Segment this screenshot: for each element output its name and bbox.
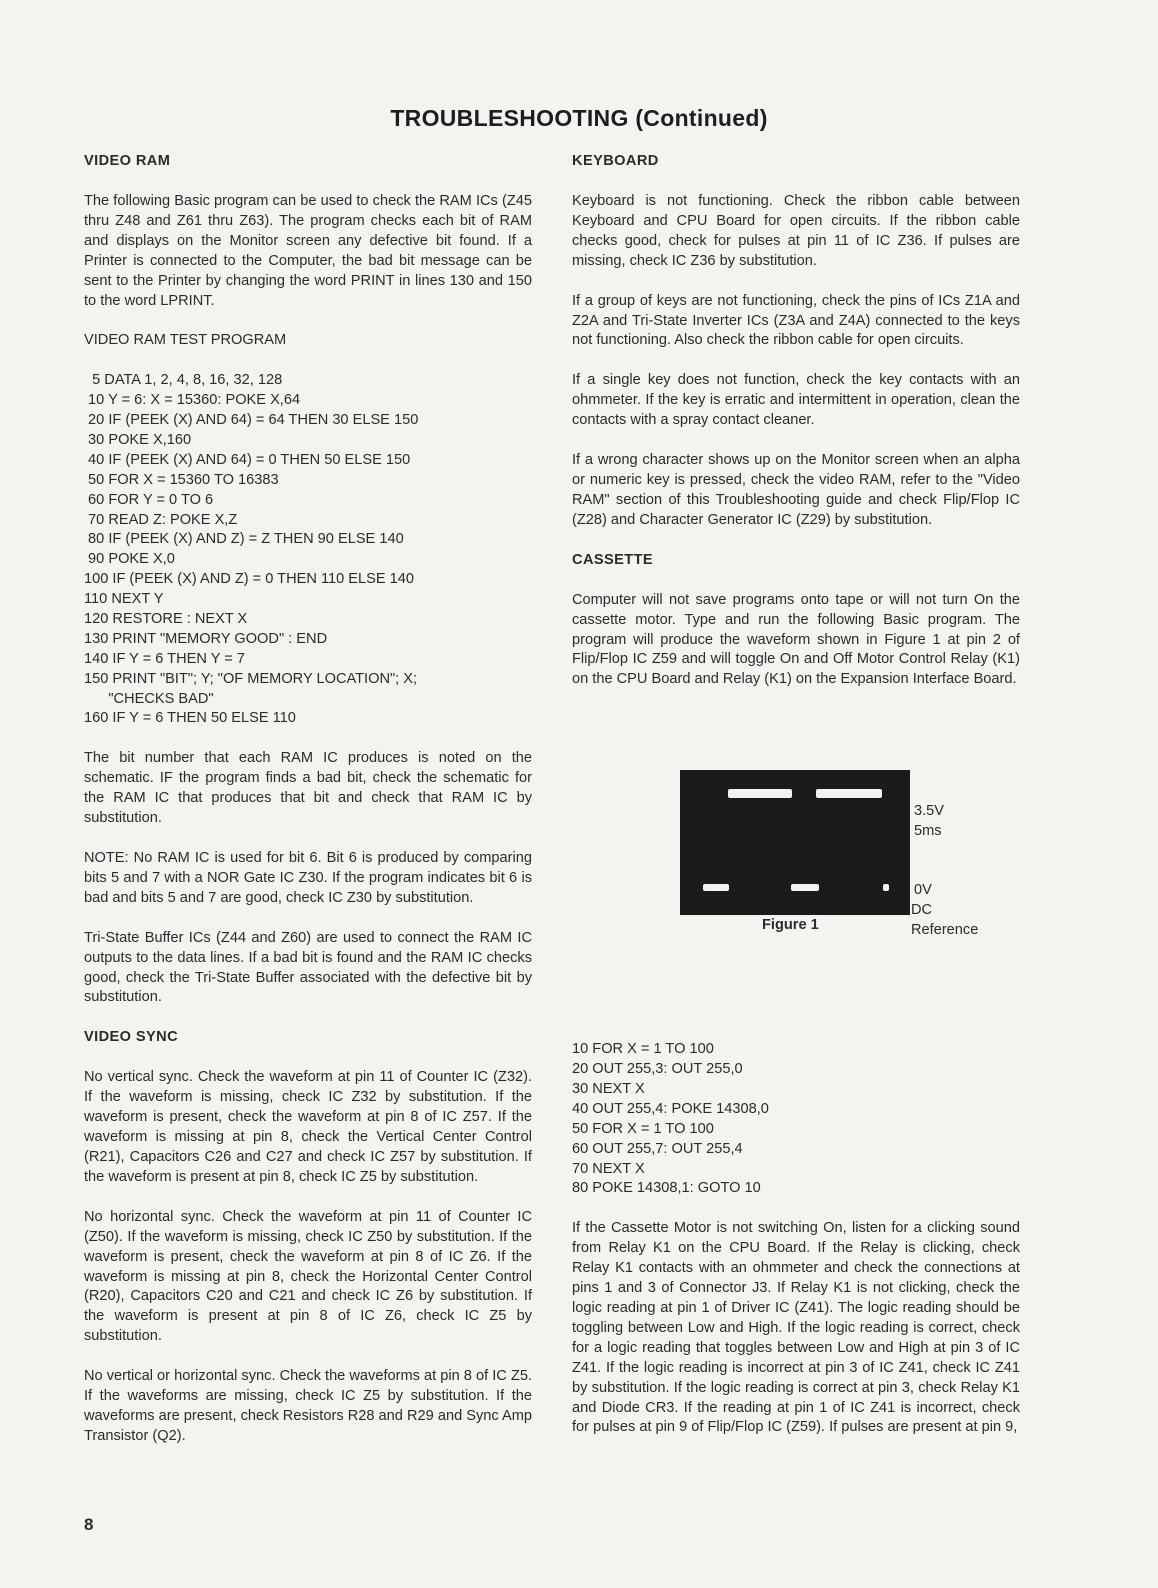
program-line: 110 NEXT Y (84, 591, 164, 608)
right-column (572, 152, 1020, 1458)
video-ram-paragraph-2: The bit number that each RAM IC produces is noted on the schematic. IF the program finds a bad bit, check the schematic for the RAM IC that produces that bit and check that RAM IC by substitution. (84, 750, 532, 827)
program-line: "CHECKS BAD" (84, 690, 214, 707)
video-sync-paragraph-2: No horizontal sync. Check the waveform at pin 11 of Counter IC (Z50). If the waveform is missing, check IC Z50 by substitution. If the waveform is present, check the waveform at pin 8 of IC Z6. If the waveform is missing at pin 8, check the Horizontal Center Control (R20), Capacitors C20 and C21 and check IC Z6 by substitution. If the waveform is present at pin 8 of IC Z6, check IC Z5 by substitution. (84, 1208, 532, 1345)
program-line: 80 IF (PEEK (X) AND Z) = Z THEN 90 ELSE 140 (84, 531, 404, 548)
scope-dc-label: DC (911, 902, 933, 919)
program-line: 10 FOR X = 1 TO 100 (572, 1041, 714, 1058)
video-sync-paragraph-3: No vertical or horizontal sync. Check the waveforms at pin 8 of IC Z5. If the waveforms are missing, check IC Z5 by substitution. If the waveforms are present, check Resistors R28 and R29 and Sync Amp Transistor (Q2). (84, 1368, 532, 1444)
section-heading-keyboard: KEYBOARD (572, 153, 659, 169)
program-line: 60 FOR Y = 0 TO 6 (84, 491, 214, 508)
scope-volts-label: 3.5V (914, 803, 945, 820)
video-sync-paragraph-1: No vertical sync. Check the waveform at pin 11 of Counter IC (Z32). If the waveform is missing, check IC Z32 by substitution. If the waveform is present, check the waveform at pin 8 of IC Z57. If the waveform is missing at pin 8, check the Vertical Center Control (R21), Capacitors C26 and C27 and check IC Z57 by substitution. If the waveform is present at pin 8, check IC Z5 by substitution. (84, 1069, 532, 1185)
figure-1 (572, 710, 1020, 1040)
program-line: 40 IF (PEEK (X) AND 64) = 0 THEN 50 ELSE 150 (84, 451, 411, 468)
waveform-low-trace (883, 884, 889, 891)
program-line: 90 POKE X,0 (84, 551, 175, 568)
cassette-paragraph-2: If the Cassette Motor is not switching On, listen for a clicking sound from Relay K1 on the CPU Board. If the Relay is clicking, check Relay K1 contacts with an ohmmeter and check the connections at pins 1 and 3 of Connector J3. If Relay K1 is not clicking, check the logic reading at pin 1 of Driver IC (Z41). The logic reading should be toggling between Low and High. If the logic reading is correct, check for a logic reading that toggles between Low and High at pin 3 of IC Z41. If the logic reading is incorrect at pin 3 of IC Z41, check IC Z41 by substitution. If the logic reading is correct at pin 3, check Relay K1 and Diode CR3. If the reading at pin 1 of IC Z41 is incorrect, check for pulses at pin 9 of Flip/Flop IC (Z59). If pulses are present at pin 9, (572, 1220, 1020, 1436)
waveform-high-trace (728, 789, 792, 798)
oscilloscope-waveform-image (680, 770, 910, 915)
scope-reference-label: Reference (911, 922, 979, 939)
program-line: 50 FOR X = 1 TO 100 (572, 1120, 714, 1137)
program-line: 150 PRINT "BIT"; Y; "OF MEMORY LOCATION"; X; (84, 670, 418, 687)
figure-caption: Figure 1 (762, 917, 819, 934)
program-line: 160 IF Y = 6 THEN 50 ELSE 110 (84, 710, 296, 727)
page-number: 8 (84, 1515, 94, 1534)
video-ram-note: NOTE: No RAM IC is used for bit 6. Bit 6 is produced by comparing bits 5 and 7 with a NOR Gate IC Z30. If the program indicates bit 6 is bad and bits 5 and 7 are good, check IC Z30 by substitution. (84, 850, 532, 906)
program-line: 100 IF (PEEK (X) AND Z) = 0 THEN 110 ELSE 140 (84, 571, 414, 588)
program-line: 140 IF Y = 6 THEN Y = 7 (84, 650, 245, 667)
section-heading-video-sync: VIDEO SYNC (84, 1029, 179, 1046)
program-line: 130 PRINT "MEMORY GOOD" : END (84, 630, 328, 647)
page-title: TROUBLESHOOTING (Continued) (390, 105, 768, 131)
program-line: 10 Y = 6: X = 15360: POKE X,64 (84, 392, 301, 409)
keyboard-paragraph-4: If a wrong character shows up on the Monitor screen when an alpha or numeric key is pressed, check the video RAM, refer to the "Video RAM" section of this Troubleshooting guide and check Flip/Flop IC (Z28) and Character Generator IC (Z29) by substitution. (572, 452, 1020, 528)
program-line: 40 OUT 255,4: POKE 14308,0 (572, 1100, 769, 1117)
program-title: VIDEO RAM TEST PROGRAM (84, 332, 287, 349)
waveform-low-trace (703, 884, 729, 891)
keyboard-paragraph-3: If a single key does not function, check the key contacts with an ohmmeter. If the key is erratic and intermittent in operation, clean the contacts with a spray contact cleaner. (572, 372, 1020, 429)
program-line: 60 OUT 255,7: OUT 255,4 (572, 1140, 743, 1157)
program-line: 20 IF (PEEK (X) AND 64) = 64 THEN 30 ELSE 150 (84, 412, 419, 429)
program-line: 30 POKE X,160 (84, 432, 192, 449)
program-line: 70 NEXT X (572, 1160, 645, 1177)
section-heading-cassette: CASSETTE (572, 551, 654, 568)
section-heading-video-ram: VIDEO RAM (84, 153, 171, 169)
program-line: 30 NEXT X (572, 1081, 645, 1097)
program-line: 5 DATA 1, 2, 4, 8, 16, 32, 128 (84, 372, 283, 389)
keyboard-paragraph-2: If a group of keys are not functioning, check the pins of ICs Z1A and Z2A and Tri-State Inverter ICs (Z3A and Z4A) connected to the keys not functioning. Also check the ribbon cable for open circuits. (572, 292, 1020, 349)
video-ram-test-program (84, 371, 532, 729)
left-column (84, 152, 532, 1467)
program-line: 80 POKE 14308,1: GOTO 10 (572, 1180, 761, 1197)
scope-time-label: 5ms (914, 823, 942, 840)
program-line: 120 RESTORE : NEXT X (84, 611, 248, 628)
keyboard-paragraph-1: Keyboard is not functioning. Check the ribbon cable between Keyboard and CPU Board for open circuits. If the ribbon cable checks good, check for pulses at pin 11 of IC Z36. If pulses are missing, check IC Z36 by substitution. (572, 193, 1020, 269)
video-ram-paragraph-4: Tri-State Buffer ICs (Z44 and Z60) are used to connect the RAM IC outputs to the data lines. If a bad bit is found and the RAM IC checks good, check the Tri-State Buffer associated with the defective bit by substitution. (84, 929, 532, 1006)
program-line: 50 FOR X = 15360 TO 16383 (84, 471, 279, 488)
cassette-paragraph-1: Computer will not save programs onto tape or will not turn On the cassette motor. Type and run the following Basic program. The program will produce the waveform shown in Figure 1 at pin 2 of Flip/Flop IC Z59 and will toggle On and Off Motor Control Relay (K1) on the CPU Board and Relay (K1) on the Expansion Interface Board. (572, 591, 1020, 688)
scope-zero-label: 0V (914, 882, 932, 899)
video-ram-paragraph-1: The following Basic program can be used to check the RAM ICs (Z45 thru Z48 and Z61 thru Z63). The program checks each bit of RAM and displays on the Monitor screen any defective bit found. If a Printer is connected to the Computer, the bad bit message can be sent to the Printer by changing the word PRINT in lines 130 and 150 to the word LPRINT. (84, 193, 532, 309)
program-line: 70 READ Z: POKE X,Z (84, 511, 238, 528)
waveform-low-trace (791, 884, 819, 891)
program-line: 20 OUT 255,3: OUT 255,0 (572, 1061, 743, 1078)
waveform-high-trace (816, 789, 882, 798)
cassette-test-program (572, 1040, 1020, 1199)
